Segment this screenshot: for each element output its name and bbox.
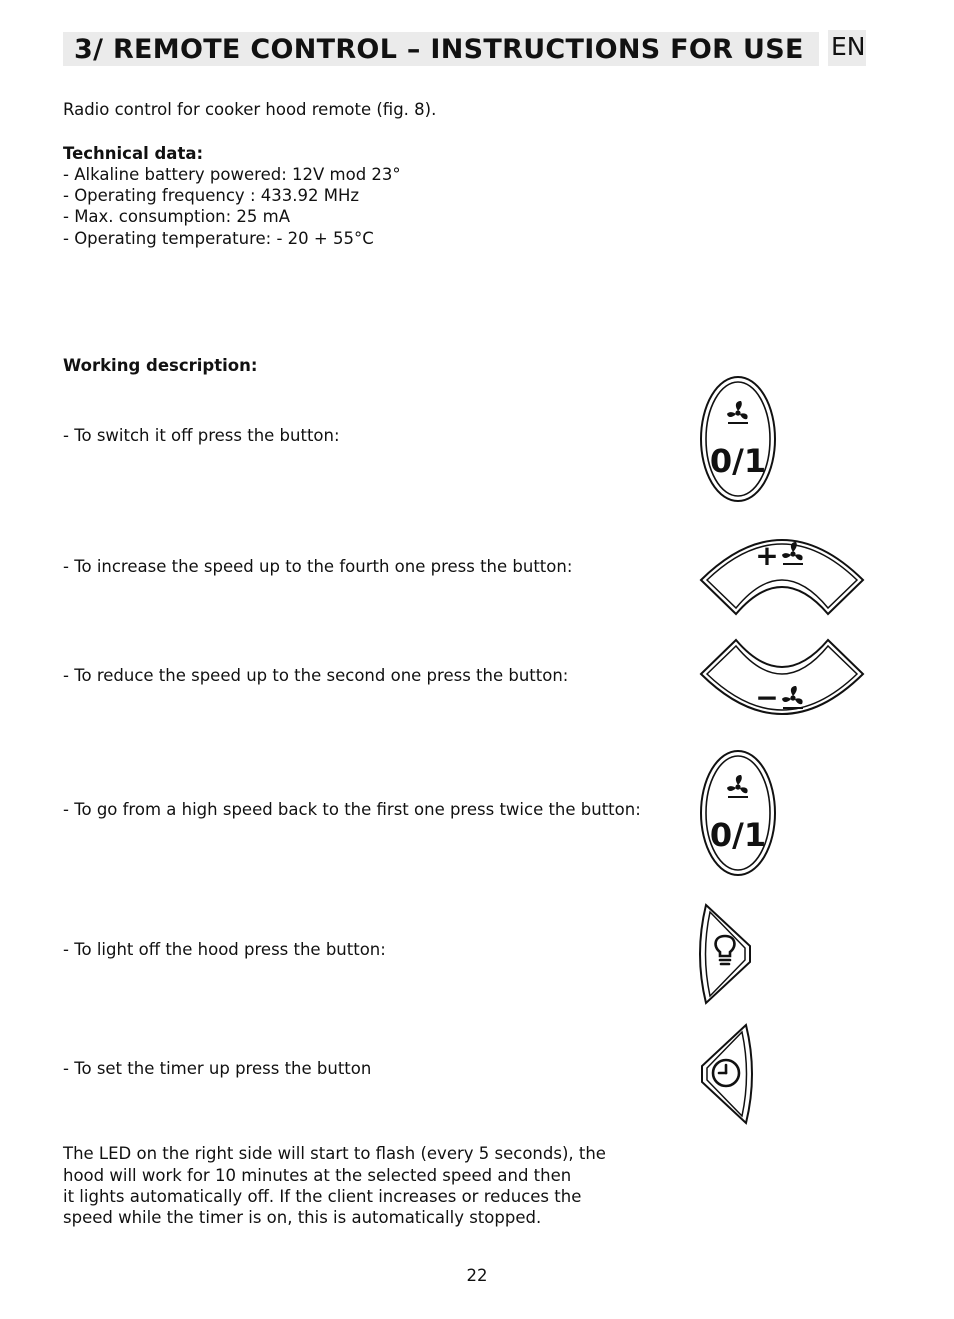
instruction-first-speed: - To go from a high speed back to the first one press twice the button: <box>63 800 641 819</box>
page-number: 22 <box>466 1266 488 1285</box>
light-button-icon <box>698 902 754 1006</box>
page-title: 3/ REMOTE CONTROL – INSTRUCTIONS FOR USE <box>74 34 804 65</box>
power-label: 0/1 <box>709 442 767 480</box>
instruction-light-off: - To light off the hood press the button: <box>63 940 386 959</box>
instruction-reduce-speed: - To reduce the speed up to the second one press the button: <box>63 666 569 685</box>
technical-line: - Operating temperature: - 20 + 55°C <box>63 229 374 248</box>
led-note-line: hood will work for 10 minutes at the selected speed and then <box>63 1166 572 1185</box>
fan-power-button-icon <box>698 749 780 879</box>
instruction-switch-off: - To switch it off press the button: <box>63 426 340 445</box>
minus-label: − <box>755 681 779 714</box>
led-note-line: The LED on the right side will start to flash (every 5 seconds), the <box>63 1144 606 1163</box>
working-heading: Working description: <box>63 356 258 375</box>
instruction-increase-speed: - To increase the speed up to the fourth one press the button: <box>63 557 573 576</box>
intro-text: Radio control for cooker hood remote (fig. 8). <box>63 100 437 119</box>
led-note-line: speed while the timer is on, this is automatically stopped. <box>63 1208 542 1227</box>
technical-line: - Alkaline battery powered: 12V mod 23° <box>63 165 401 184</box>
fan-speed-up-button-icon <box>698 530 866 616</box>
plus-label: + <box>755 539 779 572</box>
technical-line: - Max. consumption: 25 mA <box>63 207 291 226</box>
technical-heading: Technical data: <box>63 144 204 163</box>
fan-speed-down-button-icon <box>698 638 866 724</box>
instruction-timer: - To set the timer up press the button <box>63 1059 372 1078</box>
language-tag: EN <box>831 32 866 61</box>
power-label: 0/1 <box>709 816 767 854</box>
fan-power-button-icon <box>698 375 780 505</box>
technical-line: - Operating frequency : 433.92 MHz <box>63 186 360 205</box>
led-note-line: it lights automatically off. If the client increases or reduces the <box>63 1187 582 1206</box>
timer-button-icon <box>698 1022 754 1126</box>
